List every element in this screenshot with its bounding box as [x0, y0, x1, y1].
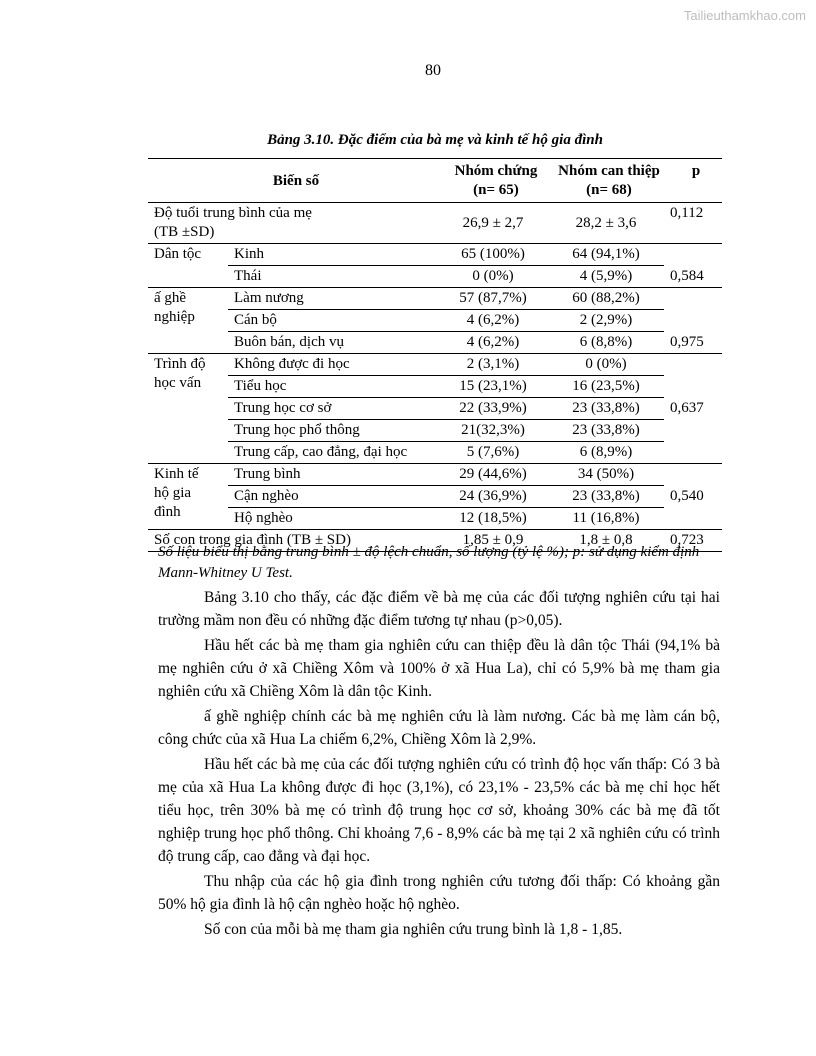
education-line2: học vấn	[154, 375, 202, 391]
table-row	[148, 266, 722, 288]
cell-intervention: 23 (33,8%)	[548, 420, 664, 442]
table-row	[148, 203, 722, 244]
characteristics-table	[148, 158, 722, 552]
cell-control: 65 (100%)	[438, 244, 548, 266]
occupation-line1: ấ ghề	[154, 290, 187, 306]
row-label: Trung bình	[228, 464, 438, 486]
table-row	[148, 332, 722, 354]
cell-intervention: 64 (94,1%)	[548, 244, 664, 266]
cell-control: 5 (7,6%)	[438, 442, 548, 464]
table-row	[148, 398, 722, 420]
row-label: Trung học cơ sở	[228, 398, 438, 420]
table-caption: Bảng 3.10. Đặc điểm của bà mẹ và kinh tế hộ gia đình	[267, 132, 603, 148]
paragraph: Số con của mỗi bà mẹ tham gia nghiên cứu trung bình là 1,8 - 1,85.	[204, 921, 623, 938]
paragraph: Thu nhập của các hộ gia đình trong nghiên cứu tương đối thấp: Có khoảng gần 50% hộ gia đình là hộ cận nghèo hoặc hộ nghèo.	[158, 873, 720, 913]
paragraph: ấ ghề nghiệp chính các bà mẹ nghiên cứu là làm nương. Các bà mẹ làm cán bộ, công chức của xã Hua La chiếm 6,2%, Chiềng Xôm là 2,9%.	[158, 708, 720, 748]
header-variable: Biến số	[272, 172, 320, 189]
cell-intervention: 34 (50%)	[548, 464, 664, 486]
table-row	[148, 376, 722, 398]
group-economy	[148, 464, 228, 530]
group-occupation	[148, 288, 228, 354]
cell-intervention: 11 (16,8%)	[548, 508, 664, 530]
occupation-p: 0,975	[664, 288, 722, 354]
age-label	[148, 203, 438, 244]
cell-control: 0 (0%)	[438, 266, 548, 288]
header-control-label: Nhóm chứng	[454, 163, 538, 179]
header-intervention-n: (n= 68)	[586, 182, 632, 198]
paragraph: Hầu hết các bà mẹ tham gia nghiên cứu can thiệp đều là dân tộc Thái (94,1% bà mẹ nghiên cứu ở xã Chiềng Xôm và 100% ở xã Hua La), chỉ có 5,9% bà mẹ tham gia nghiên cứu xã Chiềng Xôm là dân tộc Kinh.	[158, 637, 720, 700]
table-row	[148, 486, 722, 508]
economy-p: 0,540	[664, 464, 722, 530]
cell-control: 12 (18,5%)	[438, 508, 548, 530]
cell-intervention: 23 (33,8%)	[548, 398, 664, 420]
children-control: 1,85 ± 0,9	[462, 532, 524, 548]
age-p: 0,112	[670, 205, 704, 221]
cell-intervention: 60 (88,2%)	[548, 288, 664, 310]
row-label: Kinh	[228, 244, 438, 266]
table-header-row	[148, 159, 722, 203]
cell-intervention: 16 (23,5%)	[548, 376, 664, 398]
row-label: Cán bộ	[228, 310, 438, 332]
age-label-line1: Độ tuổi trung bình của mẹ	[154, 205, 312, 221]
children-intervention: 1,8 ± 0,8	[579, 532, 633, 548]
body-text	[158, 586, 720, 943]
row-label: Tiểu học	[228, 376, 438, 398]
cell-control: 21(32,3%)	[438, 420, 548, 442]
age-label-line2: (TB ±SD)	[154, 224, 215, 240]
row-label: Buôn bán, dịch vụ	[228, 332, 438, 354]
row-label: Thái	[228, 266, 438, 288]
age-intervention: 28,2 ± 3,6	[575, 214, 637, 231]
page-number: 80	[425, 62, 441, 79]
children-p: 0,723	[670, 532, 704, 548]
table-row	[148, 288, 722, 310]
table-row	[148, 508, 722, 530]
cell-intervention: 4 (5,9%)	[548, 266, 664, 288]
row-label: Cận nghèo	[228, 486, 438, 508]
paragraph: Bảng 3.10 cho thấy, các đặc điểm về bà mẹ của các đối tượng nghiên cứu tại hai trường mầm non đều có những đặc điểm tương tự nhau (p>0,05).	[158, 589, 720, 629]
group-ethnicity: Dân tộc	[148, 244, 228, 288]
cell-control: 57 (87,7%)	[438, 288, 548, 310]
table-note: Số liệu biểu thị bằng trung bình ± độ lệch chuẩn, số lượng (tỷ lệ %); p: sử dụng kiểm định Mann-Whitney U Test.	[158, 544, 700, 581]
table-row	[148, 244, 722, 266]
watermark: Tailieuthamkhao.com	[683, 8, 806, 23]
cell-control: 22 (33,9%)	[438, 398, 548, 420]
paragraph: Hầu hết các bà mẹ của các đối tượng nghiên cứu có trình độ học vấn thấp: Có 3 bà mẹ của xã Hua La không được đi học (3,1%), có 23,1% - 23,5% các bà mẹ chỉ học hết tiểu học, trên 30% bà mẹ có trình độ trung học cơ sở, khoảng 30% các bà mẹ đã tốt nghiệp trung học phổ thông. Chỉ khoảng 7,6 - 8,9% các bà mẹ tại 2 xã nghiên cứu có trình độ trung cấp, cao đẳng và đại học.	[158, 756, 720, 865]
cell-intervention: 2 (2,9%)	[548, 310, 664, 332]
cell-control: 24 (36,9%)	[438, 486, 548, 508]
age-control: 26,9 ± 2,7	[462, 214, 524, 231]
table-row	[148, 464, 722, 486]
header-intervention-label: Nhóm can thiệp	[558, 163, 660, 179]
header-control-n: (n= 65)	[473, 182, 519, 198]
row-label: Trung học phổ thông	[228, 420, 438, 442]
row-label: Hộ nghèo	[228, 508, 438, 530]
economy-line1: Kinh tế	[154, 466, 199, 482]
row-label: Không được đi học	[228, 354, 438, 376]
occupation-line2: nghiệp	[154, 309, 195, 325]
header-control	[438, 159, 548, 203]
table-row	[148, 310, 722, 332]
cell-intervention: 6 (8,9%)	[548, 442, 664, 464]
cell-intervention: 0 (0%)	[548, 354, 664, 376]
table-row	[148, 442, 722, 464]
group-education	[148, 354, 228, 464]
children-label: Số con trong gia đình (TB ± SD)	[154, 532, 351, 548]
cell-control: 15 (23,1%)	[438, 376, 548, 398]
row-label: Làm nương	[228, 288, 438, 310]
cell-control: 4 (6,2%)	[438, 332, 548, 354]
header-p: p	[691, 163, 701, 179]
economy-line3: đình	[154, 504, 181, 520]
education-p: 0,637	[664, 354, 722, 464]
table-row	[148, 354, 722, 376]
row-label: Trung cấp, cao đẳng, đại học	[228, 442, 438, 464]
cell-intervention: 23 (33,8%)	[548, 486, 664, 508]
ethnicity-p: 0,584	[664, 244, 722, 288]
education-line1: Trình độ	[154, 356, 206, 372]
cell-control: 29 (44,6%)	[438, 464, 548, 486]
cell-control: 4 (6,2%)	[438, 310, 548, 332]
header-intervention	[548, 159, 664, 203]
table-row	[148, 420, 722, 442]
cell-intervention: 6 (8,8%)	[548, 332, 664, 354]
cell-control: 2 (3,1%)	[438, 354, 548, 376]
economy-line2: hộ gia	[154, 485, 192, 501]
